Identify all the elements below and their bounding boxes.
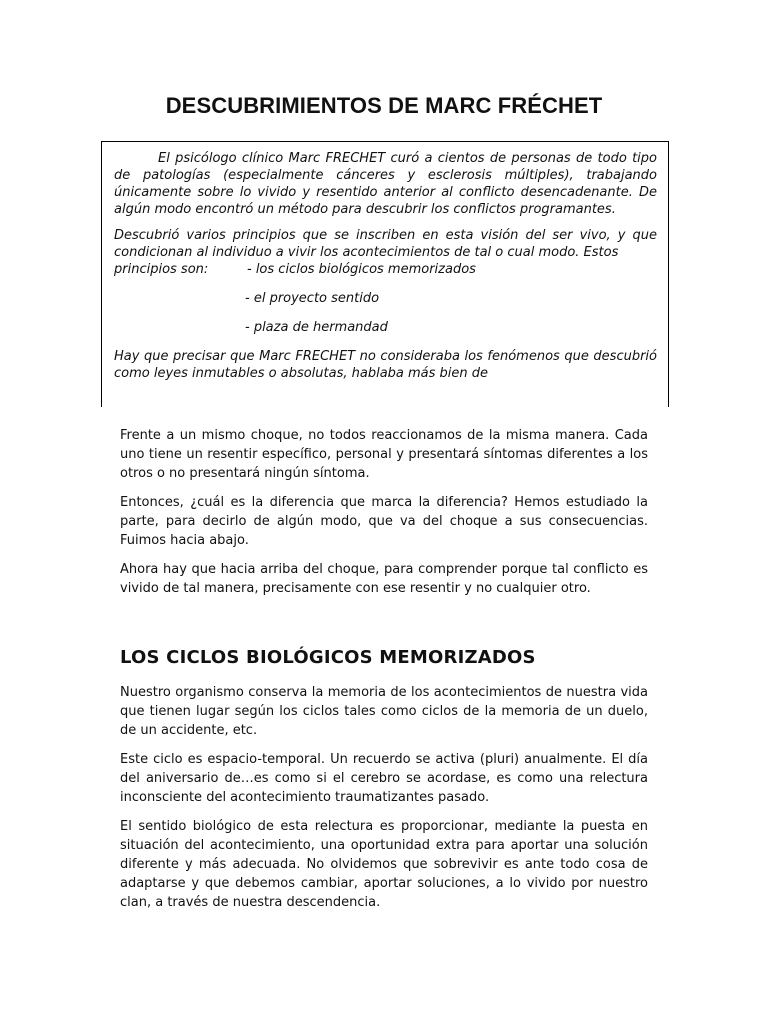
section-paragraph: Este ciclo es espacio-temporal. Un recuerdo se activa (pluri) anualmente. El día del aniversario de…es como si el cerebro se acordase, es como una relectura inconsciente del acontecimiento traumatizantes pasado.: [120, 752, 648, 805]
principle-item: - el proyecto sentido: [245, 291, 380, 306]
body-paragraph: Frente a un mismo choque, no todos reaccionamos de la misma manera. Cada uno tiene un resentir específico, personal y presentará síntomas diferentes a los otros o no presentará ningún síntoma.: [120, 428, 648, 481]
intro-box: [101, 141, 669, 407]
intro-paragraph-1: El psicólogo clínico Marc FRECHET curó a cientos de personas de todo tipo de patologías (especialmente cánceres y esclerosis múltiples), trabajando únicamente sobre lo vivido y resentido anterior al conflicto desencadenante. De algún modo encontró un método para descubrir los conflictos programantes.: [114, 151, 657, 217]
intro-paragraph-2: Descubrió varios principios que se inscriben en esta visión del ser vivo, y que condicionan al individuo a vivir los acontecimientos de tal o cual modo. Estos: [114, 228, 657, 260]
page-title: DESCUBRIMIENTOS DE MARC FRÉCHET: [165, 93, 603, 118]
intro-paragraph-3: Hay que precisar que Marc FRECHET no consideraba los fenómenos que descubrió como leyes inmutables o absolutas, hablaba más bien de: [114, 349, 657, 381]
principles-row: [114, 261, 657, 278]
principle-item: - plaza de hermandad: [245, 320, 388, 335]
principles-lead: principios son:: [114, 262, 209, 277]
body-paragraph: Entonces, ¿cuál es la diferencia que marca la diferencia? Hemos estudiado la parte, para decirlo de algún modo, que va del choque a sus consecuencias. Fuimos hacia abajo.: [120, 495, 648, 548]
section-text-block: [120, 683, 648, 922]
principle-item: - los ciclos biológicos memorizados: [247, 262, 476, 277]
section-paragraph: Nuestro organismo conserva la memoria de los acontecimientos de nuestra vida que tienen lugar según los ciclos tales como ciclos de la memoria de un duelo, de un accidente, etc.: [120, 685, 648, 738]
body-text-block: [120, 426, 648, 608]
body-paragraph: Ahora hay que hacia arriba del choque, para comprender porque tal conflicto es vivido de tal manera, precisamente con ese resentir y no cualquier otro.: [120, 562, 648, 596]
section-heading: LOS CICLOS BIOLÓGICOS MEMORIZADOS: [120, 647, 536, 668]
section-paragraph: El sentido biológico de esta relectura es proporcionar, mediante la puesta en situación del acontecimiento, una oportunidad extra para aportar una solución diferente y más adecuada. No olvidemos que sobrevivir es ante todo cosa de adaptarse y que debemos cambiar, aportar soluciones, a lo vivido por nuestro clan, a través de nuestra descendencia.: [120, 819, 648, 910]
